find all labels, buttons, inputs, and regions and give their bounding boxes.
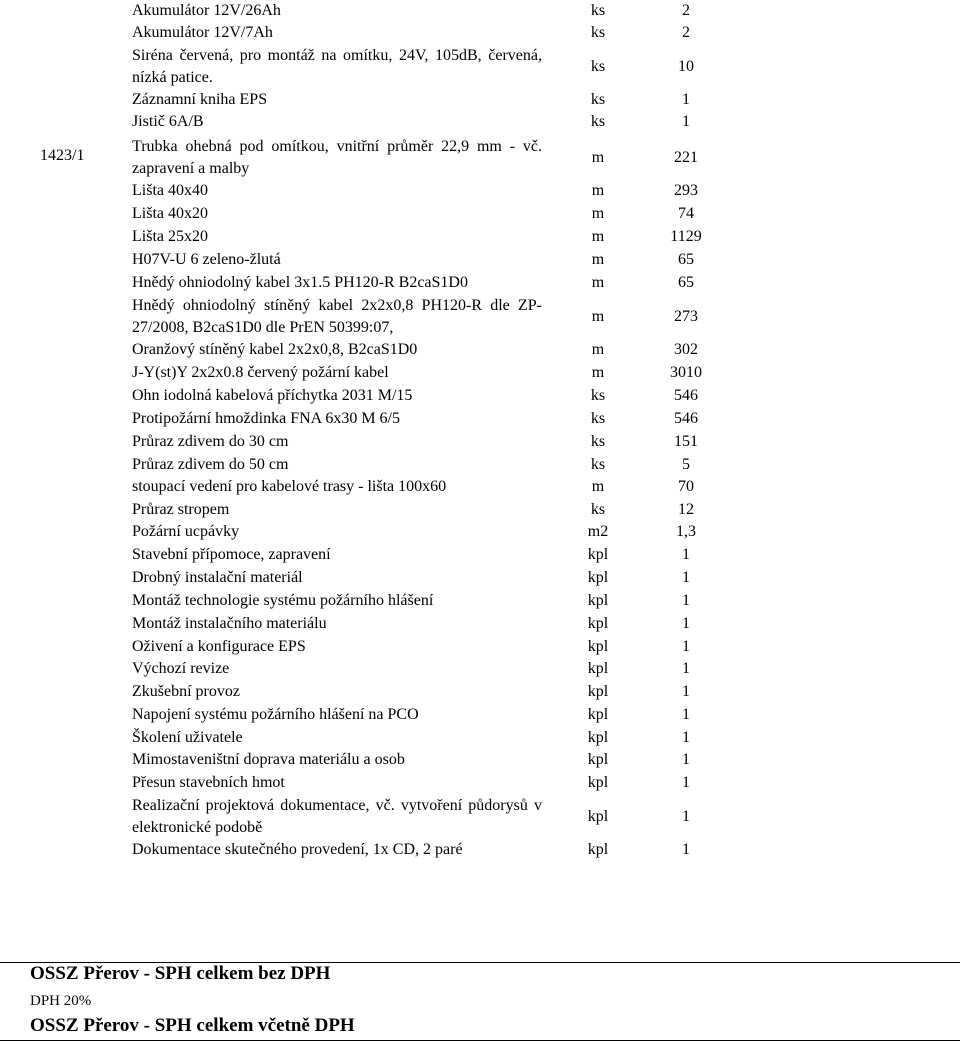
item-unit: kpl	[587, 615, 609, 632]
item-quantity: 74	[678, 205, 694, 222]
item-quantity: 1	[682, 113, 690, 130]
item-unit: ks	[590, 410, 606, 427]
item-unit: kpl	[587, 592, 609, 609]
item-quantity: 5	[682, 456, 690, 473]
table-row	[0, 476, 960, 498]
table-row	[0, 431, 960, 453]
item-unit: ks	[590, 387, 606, 404]
table-row	[0, 567, 960, 589]
item-unit: m	[591, 364, 605, 381]
item-unit: kpl	[587, 569, 609, 586]
table-row	[0, 749, 960, 771]
item-quantity: 2	[682, 2, 690, 19]
item-quantity: 1,3	[676, 523, 696, 540]
item-description: Oranžový stíněný kabel 2x2x0,8, B2caS1D0	[132, 341, 418, 358]
table-row	[0, 249, 960, 271]
item-quantity: 3010	[670, 364, 702, 381]
item-quantity: 2	[682, 24, 690, 41]
table-row	[0, 658, 960, 680]
item-quantity: 65	[678, 251, 694, 268]
table-row	[0, 89, 960, 111]
item-quantity: 1129	[670, 228, 702, 245]
item-quantity: 1	[682, 706, 690, 723]
item-description: Realizační projektová dokumentace, vč. vytvoření půdorysů v elektronické podobě	[132, 797, 542, 836]
item-quantity: 1	[682, 841, 690, 858]
item-description: Montáž instalačního materiálu	[132, 615, 327, 632]
item-unit: m	[591, 228, 605, 245]
table-row	[0, 22, 960, 44]
table-row	[0, 136, 960, 180]
item-unit: m	[591, 478, 605, 495]
item-unit: ks	[590, 24, 606, 41]
table-row	[0, 499, 960, 521]
item-description: Trubka ohebná pod omítkou, vnitřní průměr 22,9 mm - vč. zapravení a malby	[132, 138, 542, 177]
divider-bottom	[0, 1040, 960, 1041]
item-quantity: 70	[678, 478, 694, 495]
item-description: Akumulátor 12V/7Ah	[132, 24, 273, 41]
item-unit: ks	[590, 501, 606, 518]
item-description: stoupací vedení pro kabelové trasy - lišta 100x60	[132, 478, 447, 495]
item-description: Lišta 40x40	[132, 182, 208, 199]
item-unit: ks	[590, 2, 606, 19]
item-unit: ks	[590, 456, 606, 473]
item-description: Napojení systému požárního hlášení na PCO	[132, 706, 419, 723]
item-quantity: 1	[682, 91, 690, 108]
item-unit: m	[591, 308, 605, 325]
item-description: Lišta 25x20	[132, 228, 208, 245]
table-row	[0, 454, 960, 476]
item-unit: ks	[590, 91, 606, 108]
item-unit: ks	[590, 58, 606, 75]
item-quantity: 546	[674, 387, 698, 404]
total-without-vat-label: OSSZ Přerov - SPH celkem bez DPH	[30, 963, 331, 984]
item-unit: m2	[587, 523, 609, 540]
item-unit: kpl	[587, 841, 609, 858]
item-unit: m	[591, 251, 605, 268]
table-row	[0, 681, 960, 703]
item-unit: m	[591, 205, 605, 222]
item-quantity: 10	[678, 58, 694, 75]
item-description: Drobný instalační materiál	[132, 569, 303, 586]
item-unit: m	[591, 182, 605, 199]
table-row	[0, 521, 960, 543]
item-description: Požární ucpávky	[132, 523, 240, 540]
item-quantity: 1	[682, 808, 690, 825]
item-quantity: 1	[682, 592, 690, 609]
table-row	[0, 636, 960, 658]
table-row	[0, 0, 960, 22]
item-unit: kpl	[587, 729, 609, 746]
table-row	[0, 613, 960, 635]
item-description: Montáž technologie systému požárního hlášení	[132, 592, 434, 609]
item-quantity: 1	[682, 683, 690, 700]
item-quantity: 1	[682, 615, 690, 632]
item-description: Mimostaveništní doprava materiálu a osob	[132, 751, 405, 768]
table-row	[0, 408, 960, 430]
item-unit: m	[591, 341, 605, 358]
item-quantity: 1	[682, 774, 690, 791]
item-quantity: 546	[674, 410, 698, 427]
item-unit: kpl	[587, 774, 609, 791]
table-row	[0, 772, 960, 794]
item-unit: kpl	[587, 660, 609, 677]
item-unit: kpl	[587, 546, 609, 563]
item-description: Výchozí revize	[132, 660, 230, 677]
table-row	[0, 839, 960, 861]
table-row	[0, 795, 960, 839]
item-unit: m	[591, 274, 605, 291]
table-row	[0, 362, 960, 384]
group-code: 1423/1	[40, 147, 85, 164]
item-quantity: 293	[674, 182, 698, 199]
item-quantity: 1	[682, 751, 690, 768]
table-row	[0, 704, 960, 726]
item-quantity: 1	[682, 660, 690, 677]
item-description: Průraz zdivem do 50 cm	[132, 456, 289, 473]
item-quantity: 12	[678, 501, 694, 518]
item-description: Přesun stavebních hmot	[132, 774, 285, 791]
item-description: Protipožární hmoždinka FNA 6x30 M 6/5	[132, 410, 400, 427]
item-unit: kpl	[587, 808, 609, 825]
item-description: J-Y(st)Y 2x2x0.8 červený požární kabel	[132, 364, 389, 381]
item-description: Lišta 40x20	[132, 205, 208, 222]
table-row	[0, 272, 960, 294]
item-description: H07V-U 6 zeleno-žlutá	[132, 251, 281, 268]
table-row	[0, 226, 960, 248]
item-description: Hnědý ohniodolný stíněný kabel 2x2x0,8 PH120-R dle ZP-27/2008, B2caS1D0 dle PrEN 50399:07,	[132, 297, 542, 336]
item-unit: kpl	[587, 683, 609, 700]
item-quantity: 1	[682, 569, 690, 586]
item-description: Stavební přípomoce, zapravení	[132, 546, 331, 563]
table-row	[0, 295, 960, 339]
item-description: Hnědý ohniodolný kabel 3x1.5 PH120-R B2caS1D0	[132, 274, 468, 291]
item-quantity: 302	[674, 341, 698, 358]
item-description: Jistič 6A/B	[132, 113, 204, 130]
item-unit: kpl	[587, 751, 609, 768]
item-description: Průraz stropem	[132, 501, 230, 518]
table-row	[0, 544, 960, 566]
item-quantity: 65	[678, 274, 694, 291]
item-quantity: 1	[682, 546, 690, 563]
table-row	[0, 203, 960, 225]
item-unit: kpl	[587, 706, 609, 723]
item-description: Akumulátor 12V/26Ah	[132, 2, 281, 19]
table-row	[0, 727, 960, 749]
item-quantity: 1	[682, 638, 690, 655]
table-row	[0, 111, 960, 133]
item-quantity: 1	[682, 729, 690, 746]
table-row	[0, 385, 960, 407]
item-unit: m	[591, 149, 605, 166]
item-description: Dokumentace skutečného provedení, 1x CD, 2 paré	[132, 841, 463, 858]
table-row	[0, 180, 960, 202]
item-unit: ks	[590, 433, 606, 450]
item-description: Školení uživatele	[132, 729, 243, 746]
item-unit: kpl	[587, 638, 609, 655]
table-row	[0, 590, 960, 612]
table-row	[0, 45, 960, 89]
item-description: Ohn iodolná kabelová příchytka 2031 M/15	[132, 387, 413, 404]
total-with-vat-label: OSSZ Přerov - SPH celkem včetně DPH	[30, 1015, 355, 1036]
item-description: Oživení a konfigurace EPS	[132, 638, 306, 655]
item-quantity: 273	[674, 308, 698, 325]
item-quantity: 151	[674, 433, 698, 450]
item-description: Průraz zdivem do 30 cm	[132, 433, 289, 450]
item-quantity: 221	[674, 149, 698, 166]
item-description: Siréna červená, pro montáž na omítku, 24V, 105dB, červená, nízká patice.	[132, 47, 542, 86]
item-description: Zkušební provoz	[132, 683, 240, 700]
vat-rate-label: DPH 20%	[30, 993, 92, 1009]
item-unit: ks	[590, 113, 606, 130]
item-description: Záznamní kniha EPS	[132, 91, 268, 108]
table-row	[0, 339, 960, 361]
